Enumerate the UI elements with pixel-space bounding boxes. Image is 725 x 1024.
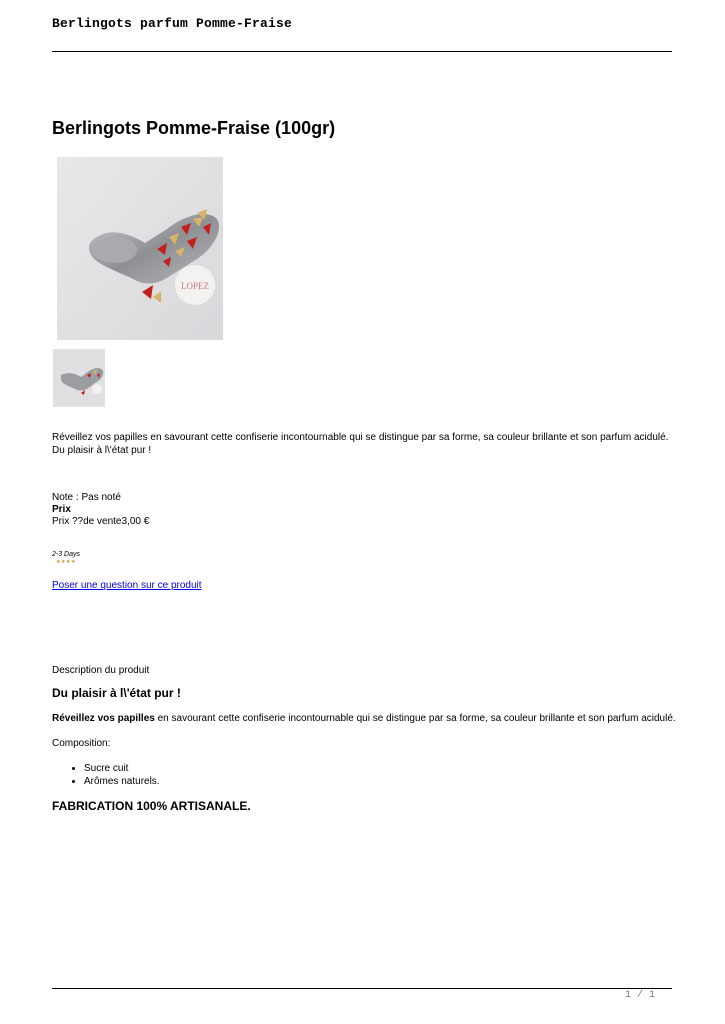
header-divider [52,51,672,52]
description-body-rest: en savourant cette confiserie incontournable qui se distingue par sa forme, sa couleur brillante et son parfum acidulé. [154,713,676,724]
product-title: Berlingots Pomme-Fraise (100gr) [52,118,336,138]
fabrication-heading: FABRICATION 100% ARTISANALE. [52,799,251,813]
ask-question-link[interactable]: Poser une question sur ce produit [52,580,202,591]
image-brand-text: LOPEZ [181,281,209,291]
product-meta [52,492,149,528]
description-body-bold: Réveillez vos papilles [52,713,155,724]
delivery-time-badge [52,551,92,567]
description-body [52,713,676,724]
product-main-image[interactable] [57,157,223,340]
page-number: 1 / 1 [625,990,656,1001]
star-rating-icon: ★★★★ [56,559,76,565]
footer-divider [52,988,672,989]
description-section-label: Description du produit [52,665,150,676]
product-thumbnail[interactable] [53,349,105,407]
rating-text: Note : Pas noté [52,492,121,503]
delivery-days-label: 2-3 Days [52,551,81,558]
product-intro-text: Réveillez vos papilles en savourant cette confiserie incontournable qui se distingue par sa forme, sa couleur brillante et son parfum acidulé. Du plaisir à l\'état pur ! [52,432,669,456]
description-subheading: Du plaisir à l\'état pur ! [52,686,181,700]
composition-list [72,762,160,788]
price-heading: Prix [52,504,71,515]
list-item: • Sucre cuit [84,762,160,775]
composition-label: Composition: [52,738,111,749]
price-text: Prix ??de vente3,00 € [52,516,150,527]
list-item: • Arômes naturels. [84,775,160,788]
document-header-title: Berlingots parfum Pomme-Fraise [52,16,293,31]
